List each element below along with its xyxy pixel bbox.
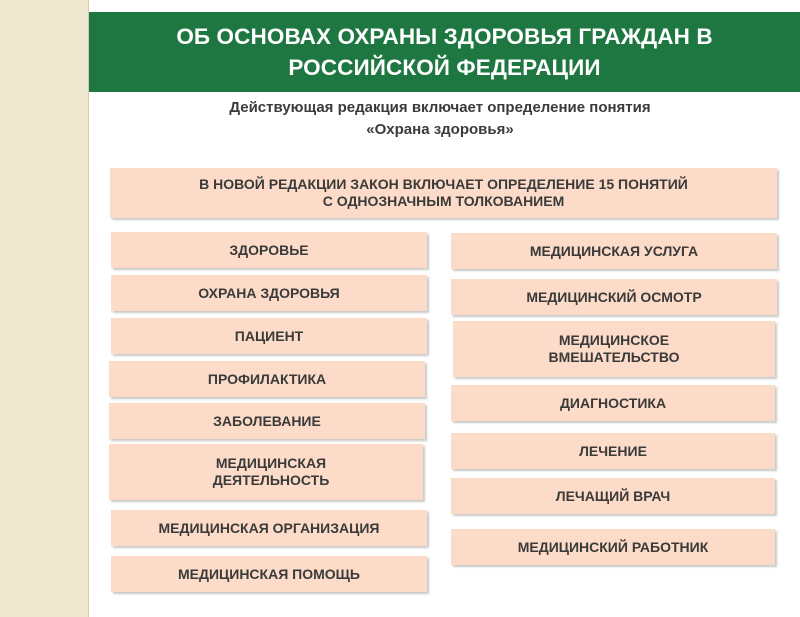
term-label: МЕДИЦИНСКАЯ ОРГАНИЗАЦИЯ — [158, 519, 380, 536]
term-label: ПРОФИЛАКТИКА — [207, 370, 327, 387]
term-box-left — [109, 444, 423, 500]
term-label: ЛЕЧАЩИЙ ВРАЧ — [555, 487, 671, 504]
term-box-right — [451, 279, 777, 315]
term-label: МЕДИЦИНСКИЙ ОСМОТР — [526, 288, 702, 305]
term-label: ЛЕЧЕНИЕ — [579, 442, 647, 459]
term-label: МЕДИЦИНСКАЯ ДЕЯТЕЛЬНОСТЬ — [212, 455, 330, 488]
term-label: МЕДИЦИНСКАЯ ПОМОЩЬ — [178, 565, 360, 582]
term-box-left — [109, 361, 425, 397]
subtitle-line-1: Действующая редакция включает определение понятия — [229, 99, 651, 116]
term-box-left — [111, 275, 427, 311]
term-label: ОХРАНА ЗДОРОВЬЯ — [198, 284, 340, 301]
term-label: ДИАГНОСТИКА — [559, 394, 667, 411]
term-box-left — [111, 556, 427, 592]
term-label: МЕДИЦИНСКАЯ УСЛУГА — [529, 242, 699, 259]
main-definition-box — [110, 168, 777, 218]
term-label: ПАЦИЕНТ — [234, 327, 304, 344]
term-label: ЗДОРОВЬЕ — [229, 241, 309, 258]
left-decorative-strip — [0, 0, 89, 617]
subtitle-line-2: «Охрана здоровья» — [366, 121, 514, 138]
subtitle — [130, 97, 750, 141]
term-label: МЕДИЦИНСКОЕ ВМЕШАТЕЛЬСТВО — [548, 332, 680, 365]
term-box-right — [451, 433, 775, 469]
term-box-right — [451, 233, 777, 269]
term-label: МЕДИЦИНСКИЙ РАБОТНИК — [517, 538, 709, 555]
main-box-line-2: С ОДНОЗНАЧНЫМ ТОЛКОВАНИЕМ — [322, 193, 565, 209]
term-box-right — [451, 529, 775, 565]
term-box-right — [451, 385, 775, 421]
term-box-right — [451, 478, 775, 514]
term-box-left — [111, 232, 427, 268]
title-banner — [89, 12, 800, 92]
term-box-left — [111, 510, 427, 546]
term-box-left — [109, 403, 425, 439]
term-label: ЗАБОЛЕВАНИЕ — [213, 412, 321, 429]
main-box-line-1: В НОВОЙ РЕДАКЦИИ ЗАКОН ВКЛЮЧАЕТ ОПРЕДЕЛЕНИЕ 15 ПОНЯТИЙ — [199, 176, 688, 192]
page-title: ОБ ОСНОВАХ ОХРАНЫ ЗДОРОВЬЯ ГРАЖДАН В РОССИЙСКОЙ ФЕДЕРАЦИИ — [176, 24, 713, 80]
term-box-left — [111, 318, 427, 354]
term-box-right — [453, 321, 775, 377]
